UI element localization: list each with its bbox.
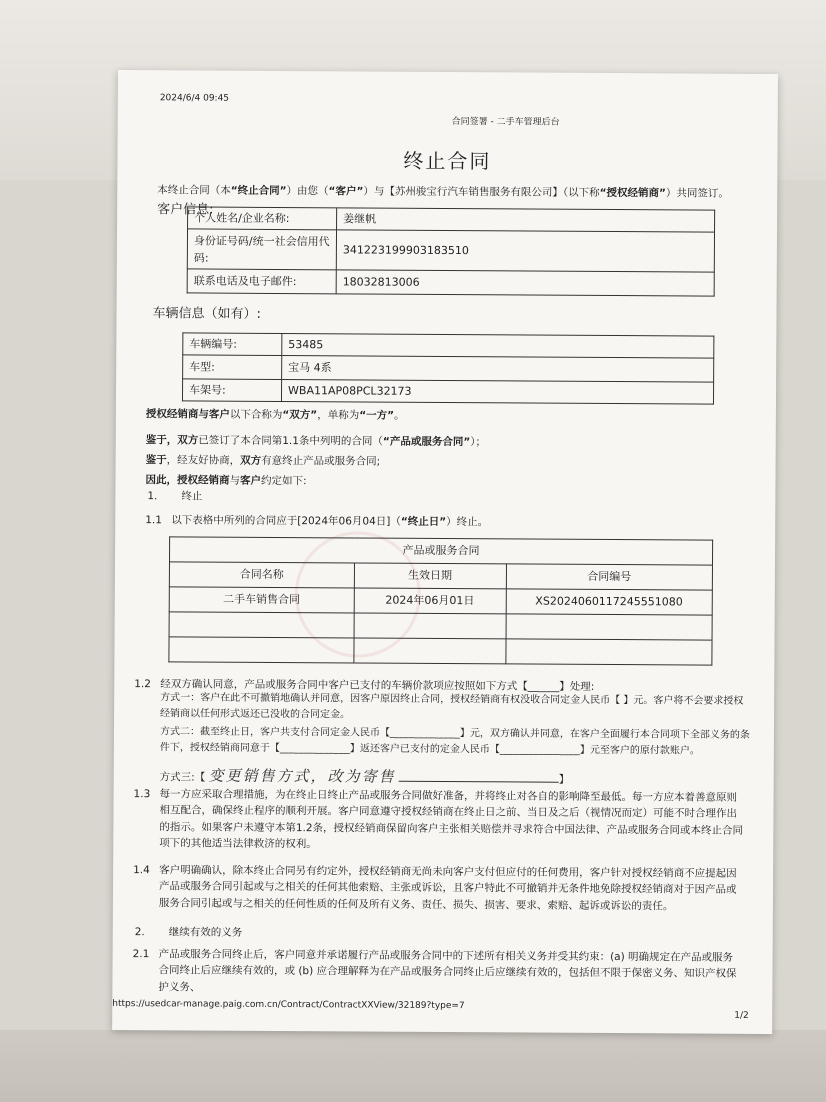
table-row (169, 637, 712, 665)
therefore-clause: 因此，授权经销商与客户约定如下: (145, 474, 307, 488)
vehicle-model-value: 宝马 4系 (282, 356, 714, 383)
customer-id-value: 341223199903183510 (336, 230, 714, 272)
column-header-contract-number: 合同编号 (506, 564, 713, 590)
vehicle-id-value: 53485 (282, 334, 714, 359)
table-row (169, 612, 712, 640)
customer-contact-value: 18032813006 (336, 270, 714, 296)
clause-2-1: 2.1 产品或服务合同终止后，客户同意并承诺履行产品或服务合同中的下述所有相关义务并受其约束：(a) 明确规定在产品或服务合同终止后应继续有效的，或 (b) 应合理解释为在产品或服务合同终止后应继续有效的，包括但不限于保密义务、知识产权保护义务、 (132, 948, 737, 994)
whereas-clause-1: 鉴于，双方已签订了本合同第1.1条中列明的合同（“产品或服务合同”）； (145, 434, 487, 449)
customer-id-label: 身份证号码/统一社会信用代码: (187, 229, 336, 270)
customer-heading: 客户信息: (157, 202, 214, 218)
vehicle-heading: 车辆信息（如有）: (152, 306, 261, 322)
clause-1-1: 1.1 以下表格中所列的合同应于[2024年06月04日]（“终止日”）终止。 (145, 514, 489, 529)
clause-1-2: 1.2 经双方确认同意，产品或服务合同中客户已支付的车辆价款项应按照如下方式【______】处理: (134, 678, 595, 693)
vehicle-id-label: 车辆编号: (183, 333, 282, 356)
section-2-heading: 2. 继续有效的义务 (134, 926, 243, 939)
intro-paragraph: 本终止合同（本“终止合同”）由您（“客户”）与【苏州骏宝行汽车销售服务有限公司】（以下称“授权经销商”）共同签订。 (157, 184, 729, 200)
table-row: 二手车销售合同 2024年06月01日 XS2024060117245551080 (169, 587, 712, 615)
column-header-effective-date: 生效日期 (354, 563, 506, 589)
whereas-clause-2: 鉴于，经友好协商，双方有意终止产品或服务合同; (145, 454, 381, 468)
footer-url: https://usedcar-manage.paig.com.cn/Contract/ContractXXView/32189?type=7 (112, 998, 465, 1012)
vehicle-info-table (182, 332, 714, 404)
clause-1-2-option-3: 方式三:【 变更销售方式，改为寄售 】 (159, 766, 570, 786)
vehicle-vin-label: 车架号: (182, 379, 281, 402)
clause-1-2-option-2: 方式二：截至终止日，客户共支付合同定金人民币【______________】元，双方确认并同意，在客户全面履行本合同项下全部义务的条件下，授权经销商同意于【______________】返还客户已支付的定金人民币【________________】元至客户的原付款账户。 (159, 726, 750, 757)
customer-info-table (187, 206, 716, 296)
print-site-title: 合同签署 - 二手车管理后台 (451, 117, 560, 128)
print-timestamp: 2024/6/4 09:45 (159, 93, 230, 104)
section-1-heading: 1. 终止 (147, 490, 203, 503)
handwritten-option-3: 变更销售方式，改为寄售 (208, 766, 396, 786)
contract-list-table (168, 536, 713, 665)
customer-name-value: 姜继帆 (337, 208, 715, 232)
clause-1-4: 1.4 客户明确确认，除本终止合同另有约定外，授权经销商无尚未向客户支付但应付的任何费用，客户针对授权经销商不应提起因产品或服务合同引起或与之相关的任何其他索赔、主张或诉讼，且客户特此不可撤销并无条件地免除授权经销商对于因产品或服务合同引起或与之相关的任何性质的任何及所有义务、责任、损失、损害、要求、索赔、起诉或诉讼的责任。 (133, 864, 737, 912)
customer-contact-label: 联系电话及电子邮件: (187, 269, 336, 294)
vehicle-model-label: 车型: (183, 355, 282, 380)
clause-1-3: 1.3 每一方应采取合理措施，为在终止日终止产品或服务合同做好准备，并将终止对各自的影响降至最低。每一方应本着善意原则相互配合，确保终止程序的顺利开展。客户同意遵守授权经销商在终止日之前、当日及之后（视情况而定）可能不时合理作出的指示。如果客户未遵守本第1.2条，授权经销商保留向客户主张相关赔偿并寻求符合中国法律、产品或服务合同或本终止合同项下的其他适当法律救济的权利。 (133, 788, 744, 851)
column-header-contract-name: 合同名称 (169, 562, 354, 588)
page-number: 1/2 (734, 1010, 749, 1021)
vehicle-vin-value: WBA11AP08PCL32173 (281, 380, 713, 405)
background-bottom (0, 1030, 826, 1102)
customer-name-label: 个人姓名/企业名称: (188, 207, 337, 230)
parties-definition: 授权经销商与客户以下合称为“双方”，单称为“一方”。 (145, 408, 405, 422)
contract-page (112, 70, 778, 1034)
contract-table-caption: 产品或服务合同 (169, 537, 712, 565)
clause-1-2-option-1: 方式一：客户在此不可撤销地确认并同意，因客户原因终止合同，授权经销商有权没收合同定金人民币【 】元。客户将不会要求授权经销商以任何形式返还已没收的合同定金。 (160, 692, 744, 720)
option-3-line (399, 781, 559, 783)
document-title: 终止合同 (403, 148, 492, 174)
